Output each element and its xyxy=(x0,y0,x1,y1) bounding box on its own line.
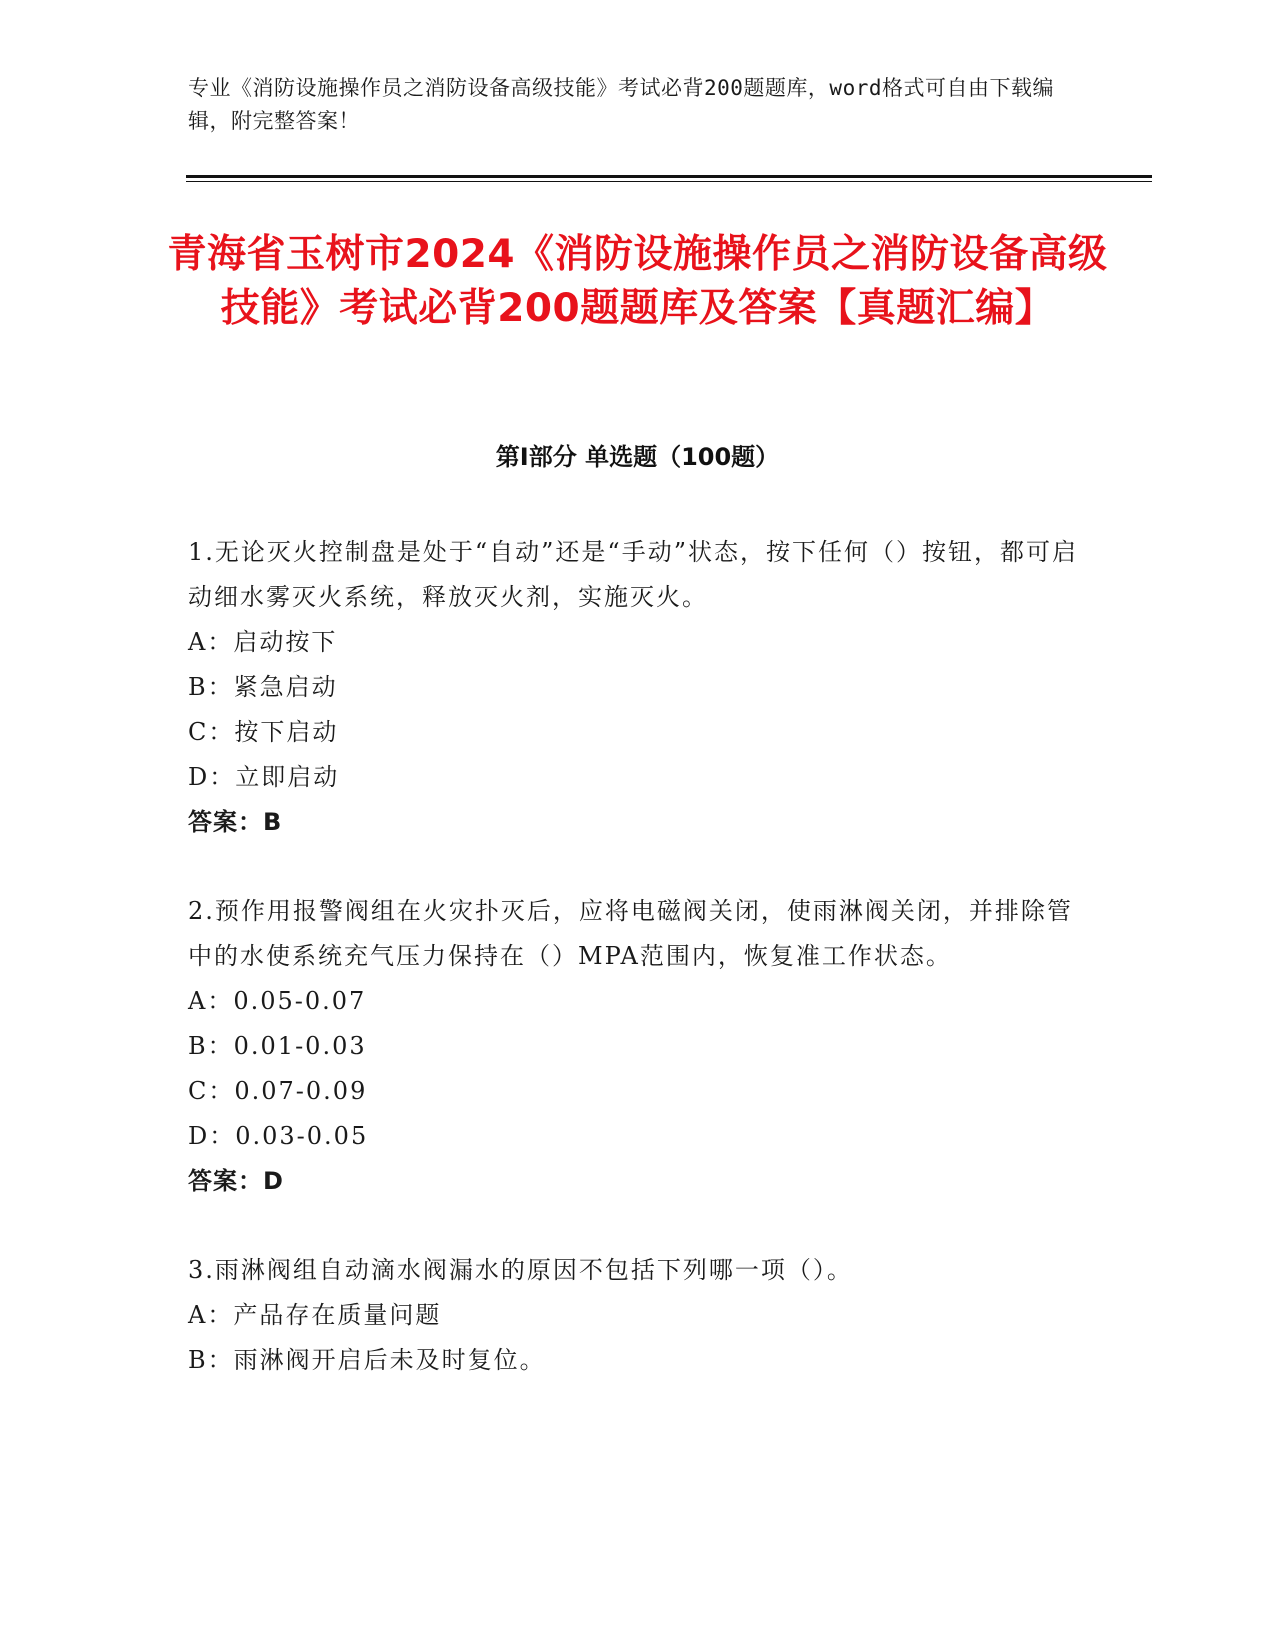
header-note: 专业《消防设施操作员之消防设备高级技能》考试必背200题题库，word格式可自由下载编辑，附完整答案！ xyxy=(188,76,1054,133)
option-a: A：0.05-0.07 xyxy=(188,987,367,1015)
option-c: C：按下启动 xyxy=(188,718,339,746)
header-divider-thin xyxy=(186,181,1152,182)
question-list xyxy=(188,530,1088,1427)
option-b: B：紧急启动 xyxy=(188,673,338,701)
question-stem: 2.预作用报警阀组在火灾扑灭后，应将电磁阀关闭，使雨淋阀关闭，并排除管中的水使系统充气压力保持在（）MPA范围内，恢复准工作状态。 xyxy=(188,897,1073,970)
section-heading: 第Ⅰ部分 单选题（100题） xyxy=(495,443,780,471)
option-b: B：雨淋阀开启后未及时复位。 xyxy=(188,1346,546,1374)
option-d: D：立即启动 xyxy=(188,763,340,791)
answer-line: 答案：D xyxy=(188,1167,284,1195)
question-3 xyxy=(188,1248,1088,1383)
question-2 xyxy=(188,889,1088,1204)
question-stem: 3.雨淋阀组自动滴水阀漏水的原因不包括下列哪一项（）。 xyxy=(188,1256,853,1284)
option-a: A：产品存在质量问题 xyxy=(188,1301,442,1329)
option-d: D：0.03-0.05 xyxy=(188,1122,369,1150)
header-divider-thick xyxy=(186,175,1152,178)
answer-line: 答案：B xyxy=(188,808,283,836)
question-stem: 1.无论灭火控制盘是处于“自动”还是“手动”状态，按下任何（）按钮，都可启动细水雾灭火系统，释放灭火剂，实施灭火。 xyxy=(188,538,1078,611)
document-title: 青海省玉树市2024《消防设施操作员之消防设备高级技能》考试必背200题题库及答案【真题汇编】 xyxy=(167,232,1108,331)
option-a: A：启动按下 xyxy=(188,628,338,656)
option-c: C：0.07-0.09 xyxy=(188,1077,368,1105)
question-1 xyxy=(188,530,1088,845)
option-b: B：0.01-0.03 xyxy=(188,1032,367,1060)
